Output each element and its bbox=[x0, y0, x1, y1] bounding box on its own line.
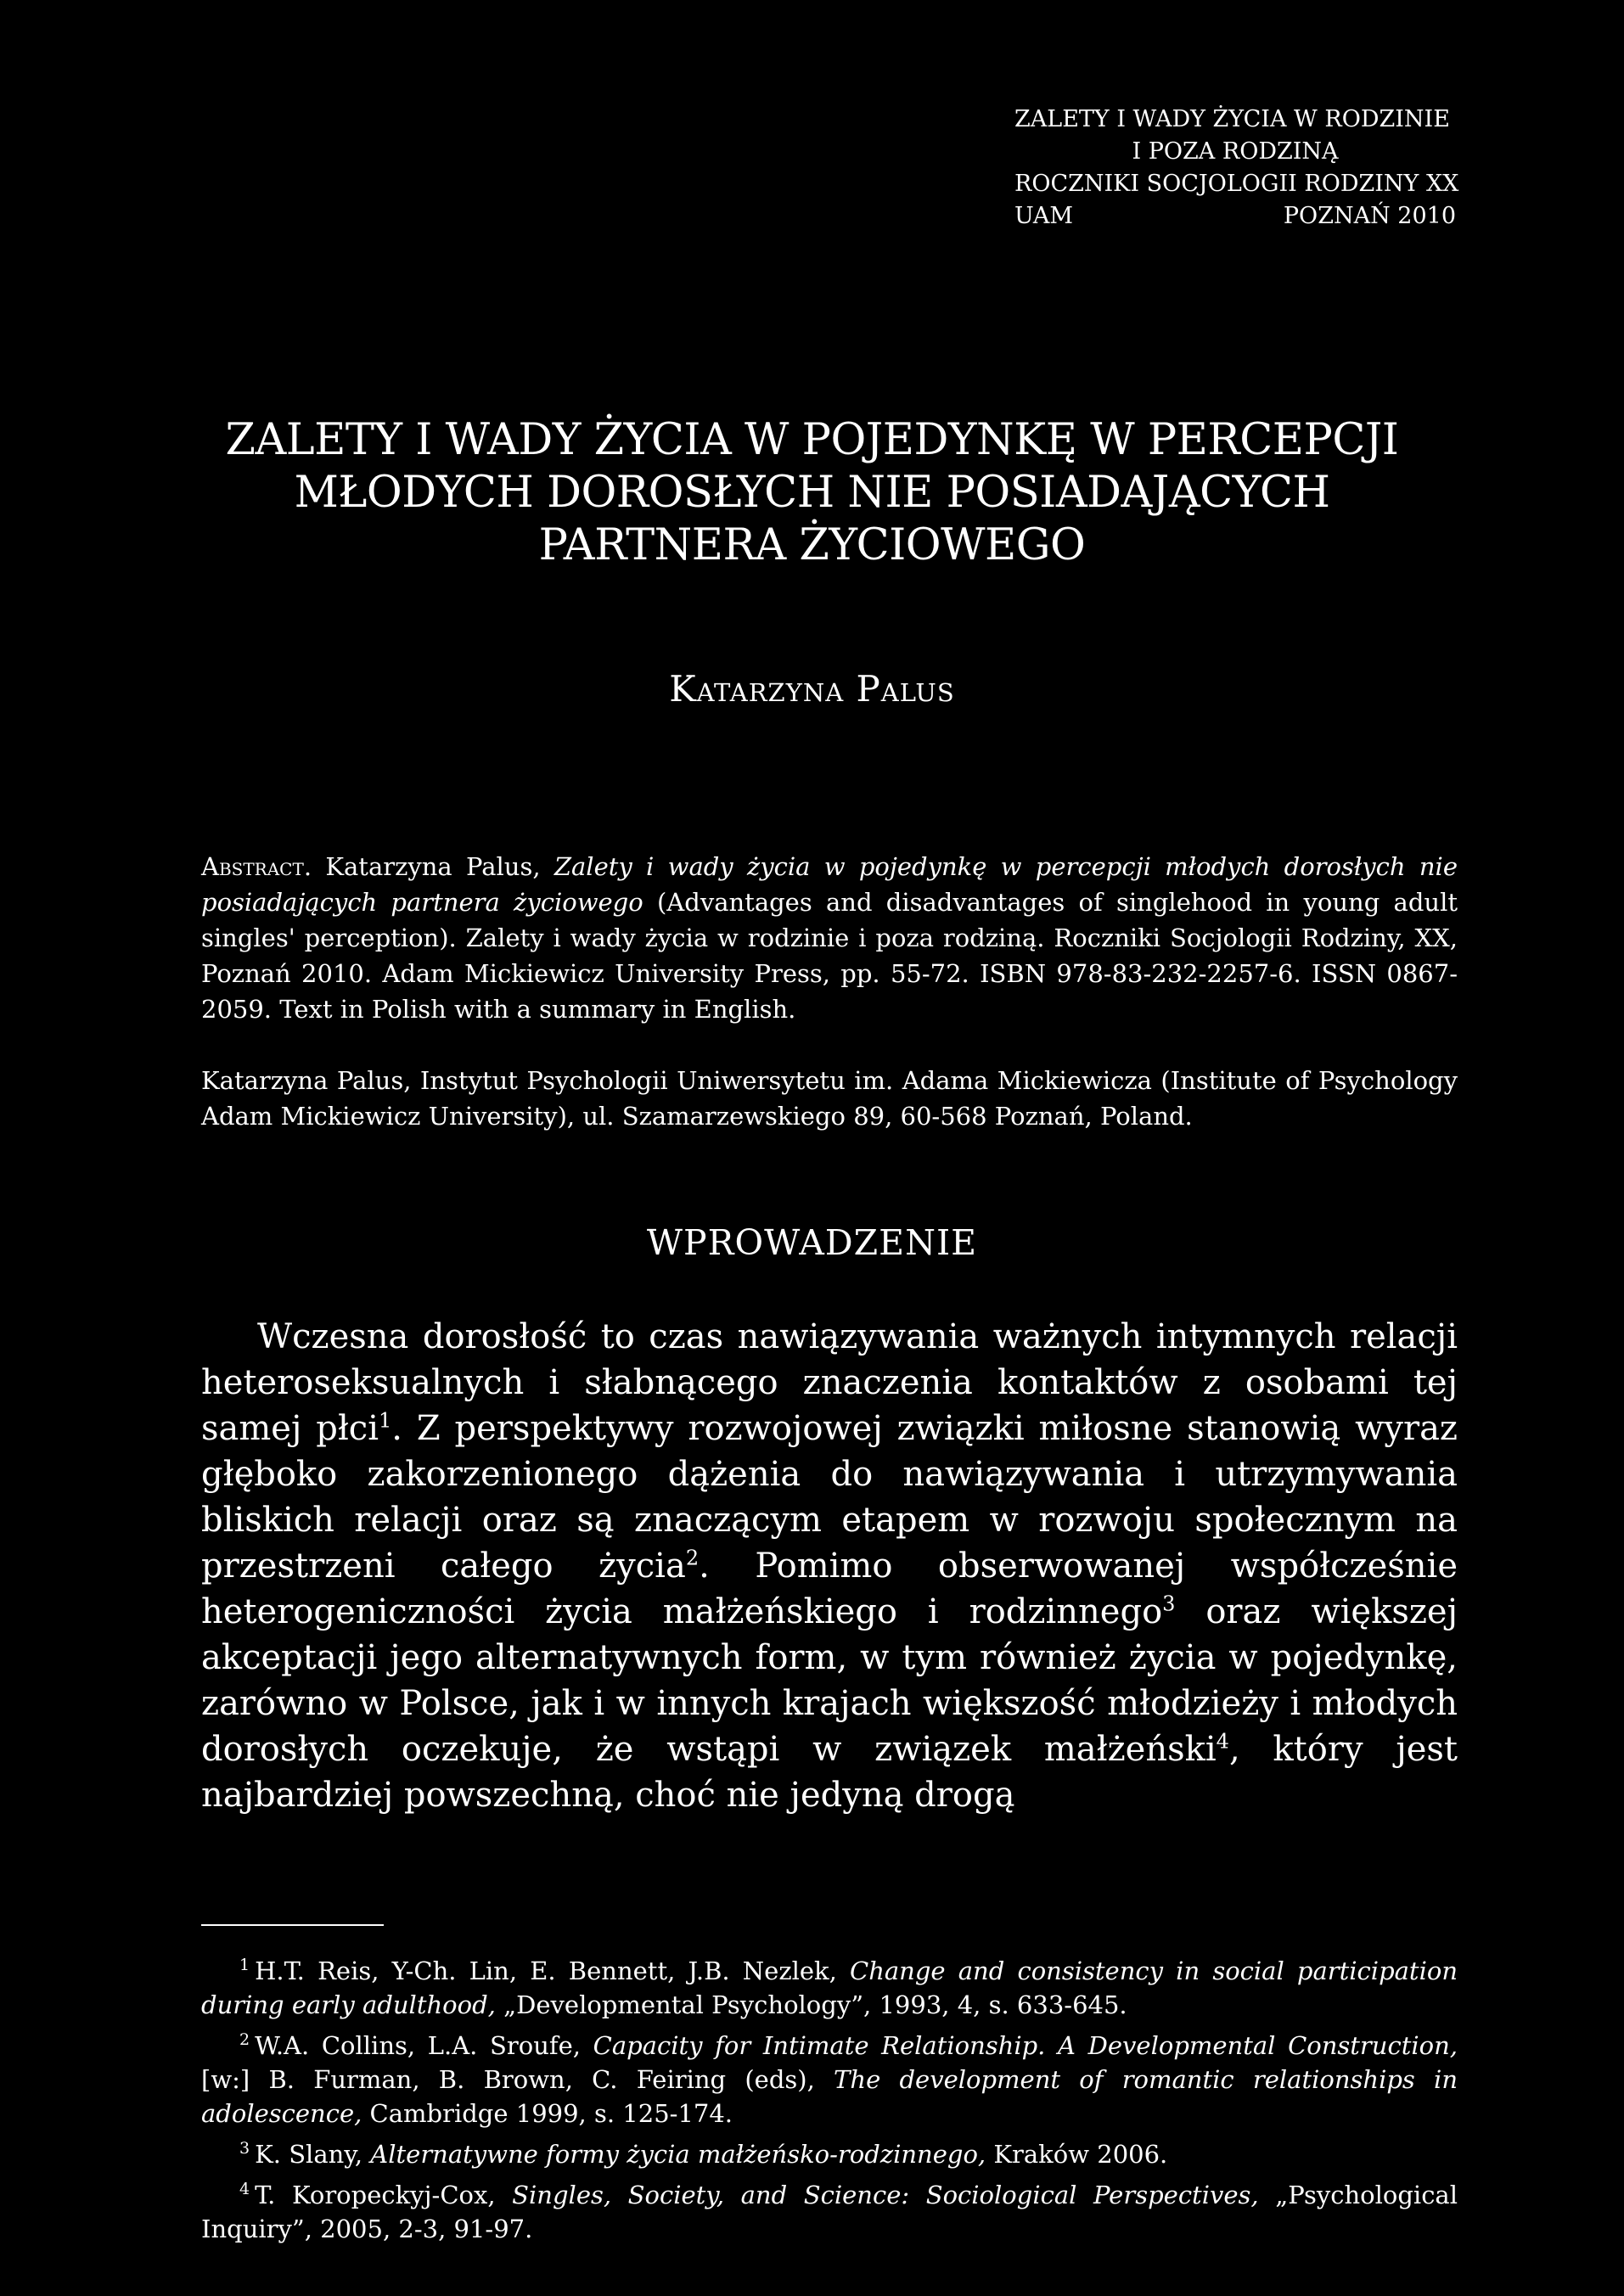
body-text: , który jest najbardziej powszechną, choć nie jedyną drogą bbox=[201, 1730, 1458, 1815]
footnote-ref[interactable]: 1 bbox=[379, 1408, 392, 1433]
footnote-number: 3 bbox=[239, 2139, 250, 2158]
header-series-title: ZALETY I WADY ŻYCIA W RODZINIE bbox=[1014, 106, 1450, 132]
abstract-text: (Advantages and disadvantages of singlehood in young adult singles' perception). Zalety i wady życia w rodzinie i poza rodziną. Roczniki Socjologii Rodziny, XX, Poznań 2010. Adam Mickiewicz University Press, pp. 55-72. ISBN 978-83-232-2257-6. ISSN 0867-2059. Text in Polish with a summary in English. bbox=[201, 888, 1458, 1024]
header-line bbox=[1014, 104, 1456, 136]
header-line bbox=[1014, 200, 1456, 233]
footnote-ref[interactable]: 4 bbox=[1216, 1729, 1229, 1754]
footnote-work-title: Alternatywne formy życia małżeńsko-rodzinnego, bbox=[370, 2140, 986, 2169]
footnote bbox=[201, 2178, 1458, 2246]
header-line bbox=[1014, 136, 1456, 168]
footnote-text: [w:] B. Furman, B. Brown, C. Feiring (eds), bbox=[201, 2065, 834, 2094]
author-affiliation: Katarzyna Palus, Instytut Psychologii Uniwersytetu im. Adama Mickiewicza (Institute of Psychology Adam Mickiewicz University), ul. Szamarzewskiego 89, 60-568 Poznań, Poland. bbox=[201, 1066, 1458, 1131]
title-line: MŁODYCH DOROSŁYCH NIE POSIADAJĄCYCH bbox=[294, 468, 1330, 518]
footnote-work-title: Change and consistency in social participation during early adulthood, bbox=[201, 1956, 1458, 2019]
abstract-label: Abstract. bbox=[201, 852, 312, 881]
footnote-text: „Psychological Inquiry”, 2005, 2-3, 91-97. bbox=[201, 2181, 1458, 2243]
footnote-work-title: The development of romantic relationships in adolescence, bbox=[201, 2065, 1458, 2128]
footnote-work-title: Capacity for Intimate Relationship. A Developmental Construction, bbox=[593, 2031, 1458, 2060]
header-journal-name: ROCZNIKI SOCJOLOGII RODZINY XX bbox=[1014, 171, 1459, 197]
body-text: Wczesna dorosłość to czas nawiązywania ważnych intymnych relacji heteroseksualnych i słabnącego znaczenia kontaktów z osobami tej samej płci bbox=[201, 1317, 1458, 1448]
section-heading: WPROWADZENIE bbox=[646, 1222, 978, 1263]
footnote-ref[interactable]: 3 bbox=[1162, 1591, 1176, 1616]
article-author: Katarzyna Palus bbox=[669, 668, 955, 710]
footnote-text: Cambridge 1999, s. 125-174. bbox=[362, 2099, 733, 2128]
footnote-number: 4 bbox=[239, 2180, 250, 2199]
header-line bbox=[1014, 168, 1459, 200]
abstract-title: Zalety i wady życia w pojedynkę w percepcji młodych dorosłych nie posiadających partnera życiowego bbox=[201, 852, 1458, 917]
footnote-ref[interactable]: 2 bbox=[685, 1546, 700, 1570]
footnote-text: T. Koropeckyj-Cox, bbox=[255, 2181, 513, 2209]
footnote bbox=[201, 2137, 1458, 2171]
header-publisher: UAM bbox=[1014, 203, 1074, 229]
footnote-text: „Developmental Psychology”, 1993, 4, s. 633-645. bbox=[495, 1990, 1127, 2019]
article-title bbox=[0, 414, 1624, 572]
footnote-text: K. Slany, bbox=[255, 2140, 371, 2169]
header-place-year: POZNAŃ 2010 bbox=[1283, 203, 1456, 229]
footnote-text: H.T. Reis, Y-Ch. Lin, E. Bennett, J.B. Nezlek, bbox=[255, 1956, 851, 1985]
footnote-divider bbox=[201, 1924, 384, 1926]
abstract-author: Katarzyna Palus, bbox=[312, 852, 554, 881]
abstract bbox=[201, 849, 1458, 1027]
footnote-work-title: Singles, Society, and Science: Sociological Perspectives, bbox=[512, 2181, 1259, 2209]
title-line: PARTNERA ŻYCIOWEGO bbox=[538, 520, 1086, 570]
body-text: . Z perspektywy rozwojowej związki miłosne stanowią wyraz głęboko zakorzenionego dążenia do nawiązywania i utrzymywania bliskich relacji oraz są znaczącym etapem w rozwoju społecznym na przestrzeni całego życia bbox=[201, 1409, 1458, 1586]
footnote-text: Kraków 2006. bbox=[986, 2140, 1168, 2169]
footnote-number: 2 bbox=[239, 2030, 250, 2050]
body-text: . Pomimo obserwowanej współcześnie heterogeniczności życia małżeńskiego i rodzinnego bbox=[201, 1547, 1458, 1631]
title-line: ZALETY I WADY ŻYCIA W POJEDYNKĘ W PERCEPCJI bbox=[225, 415, 1399, 465]
body-paragraph bbox=[201, 1314, 1458, 1818]
footnote bbox=[201, 1954, 1458, 2022]
header-series-subtitle: I POZA RODZINĄ bbox=[1132, 138, 1339, 165]
footnotes bbox=[201, 1954, 1458, 2253]
body-text: oraz większej akceptacji jego alternatywnych form, w tym również życia w pojedynkę, zarówno w Polsce, jak i w innych krajach większość młodzieży i młodych dorosłych oczekuje, że wstąpi w związek małżeński bbox=[201, 1592, 1458, 1769]
running-header bbox=[1014, 104, 1459, 233]
footnote-text: W.A. Collins, L.A. Sroufe, bbox=[255, 2031, 593, 2060]
footnote bbox=[201, 2029, 1458, 2130]
footnote-number: 1 bbox=[239, 1956, 250, 1975]
